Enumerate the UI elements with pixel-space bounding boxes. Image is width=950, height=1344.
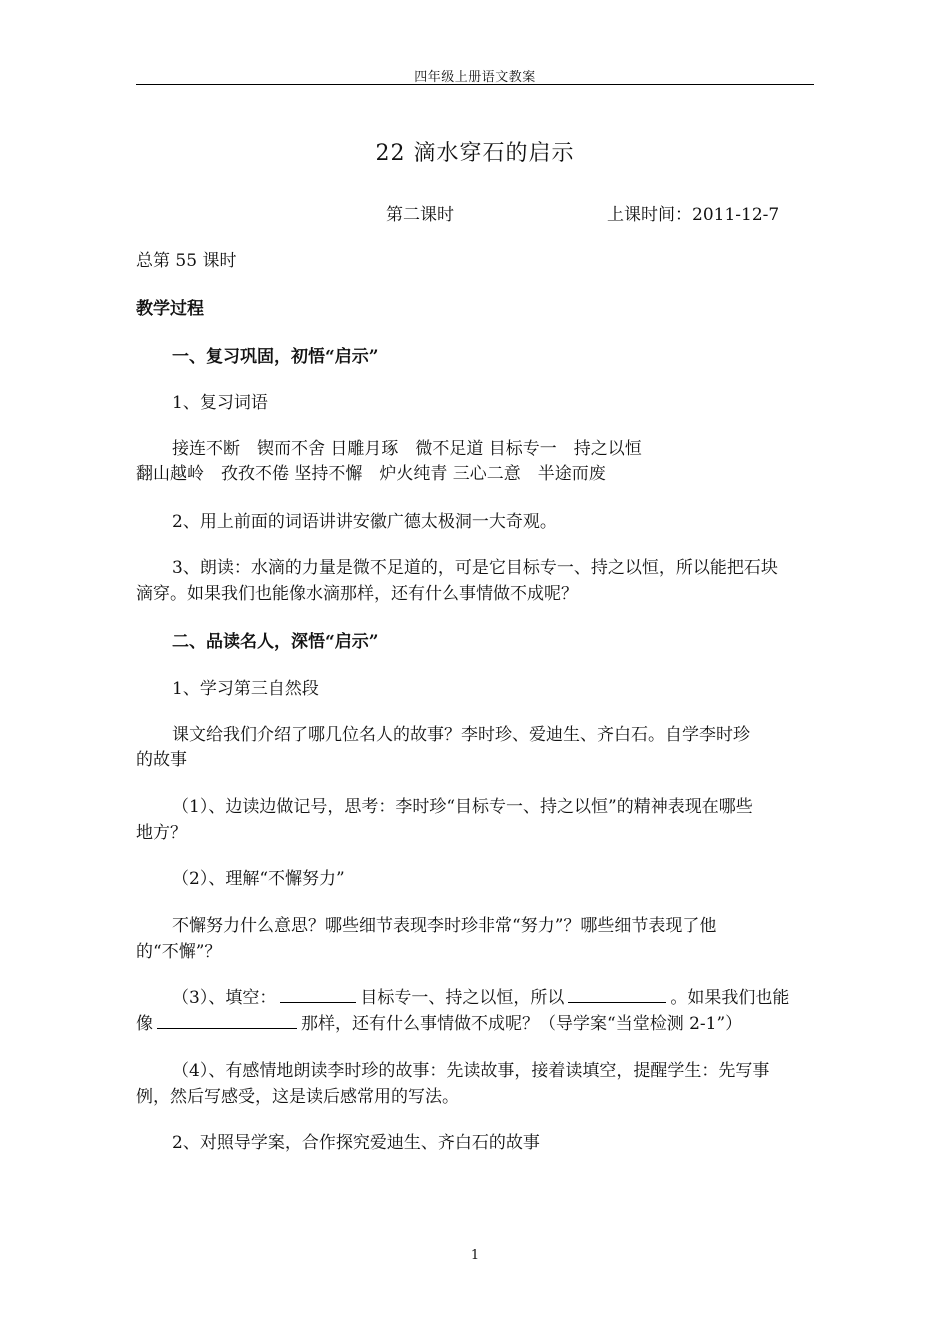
fill-in-text2: 。如果我们也能 [670,988,790,1008]
part1-line1: （1）、边读边做记号，思考：李时珍“目标专一、持之以恒”的精神表现在哪些 [172,797,753,817]
page-number: 1 [470,1248,480,1263]
fill-in-line2 [136,1009,816,1034]
lesson-period: 第二课时 [386,205,454,225]
part4-line1: （4）、有感情地朗读李时珍的故事：先读故事，接着读填空，提醒学生：先写事 [172,1061,770,1081]
fill-blank-3[interactable] [157,1013,297,1029]
part2-line1: 不懈努力什么意思？哪些细节表现李时珍非常“努力”？哪些细节表现了他 [172,916,717,936]
section1-heading: 一、复习巩固，初悟“启示” [172,347,379,367]
part2-line2: 的“不懈”？ [136,942,222,962]
item-3-line1: 3、朗读：水滴的力量是微不足道的，可是它目标专一、持之以恒，所以能把石块 [172,558,778,578]
intro-line1: 课文给我们介绍了哪几位名人的故事？李时珍、爱迪生、齐白石。自学李时珍 [172,725,750,745]
item-2: 2、用上前面的词语讲讲安徽广德太极洞一大奇观。 [172,512,557,532]
page-header: 四年级上册语文教案 [414,70,536,85]
part4-line2: 例，然后写感受，这是读后感常用的写法。 [136,1087,459,1107]
part1-line2: 地方？ [136,823,187,843]
word-list-2: 翻山越岭 孜孜不倦 坚持不懈 炉火纯青 三心二意 半途而废 [136,464,606,484]
word-list-1: 接连不断 锲而不舍 日雕月琢 微不足道 目标专一 持之以恒 [172,439,642,459]
item-3-line2: 滴穿。如果我们也能像水滴那样，还有什么事情做不成呢？ [136,584,578,604]
intro-line2: 的故事 [136,750,187,770]
total-lessons: 总第 55 课时 [136,251,237,271]
fill-blank-2[interactable] [568,987,666,1003]
lesson-title: 22 滴水穿石的启示 [375,141,575,166]
header-rule [136,84,814,85]
section2-item2: 2、对照导学案，合作探究爱迪生、齐白石的故事 [172,1133,540,1153]
fill-blank-1[interactable] [280,987,356,1003]
process-heading: 教学过程 [136,299,204,319]
section2-item1: 1、学习第三自然段 [172,679,319,699]
lesson-date: 上课时间：2011-12-7 [607,205,780,225]
fill-in-line1 [136,983,852,1008]
fill-in-text3: 像 [136,1014,153,1034]
fill-in-label: （3）、填空： [172,988,277,1008]
fill-in-text1: 目标专一、持之以恒，所以 [360,988,565,1008]
fill-in-text4: 那样，还有什么事情做不成呢？（导学案“当堂检测 2-1”） [301,1014,743,1034]
section2-heading: 二、品读名人，深悟“启示” [172,632,379,652]
part2-heading: （2）、理解“不懈努力” [172,869,345,889]
review-item: 1、复习词语 [172,393,268,413]
